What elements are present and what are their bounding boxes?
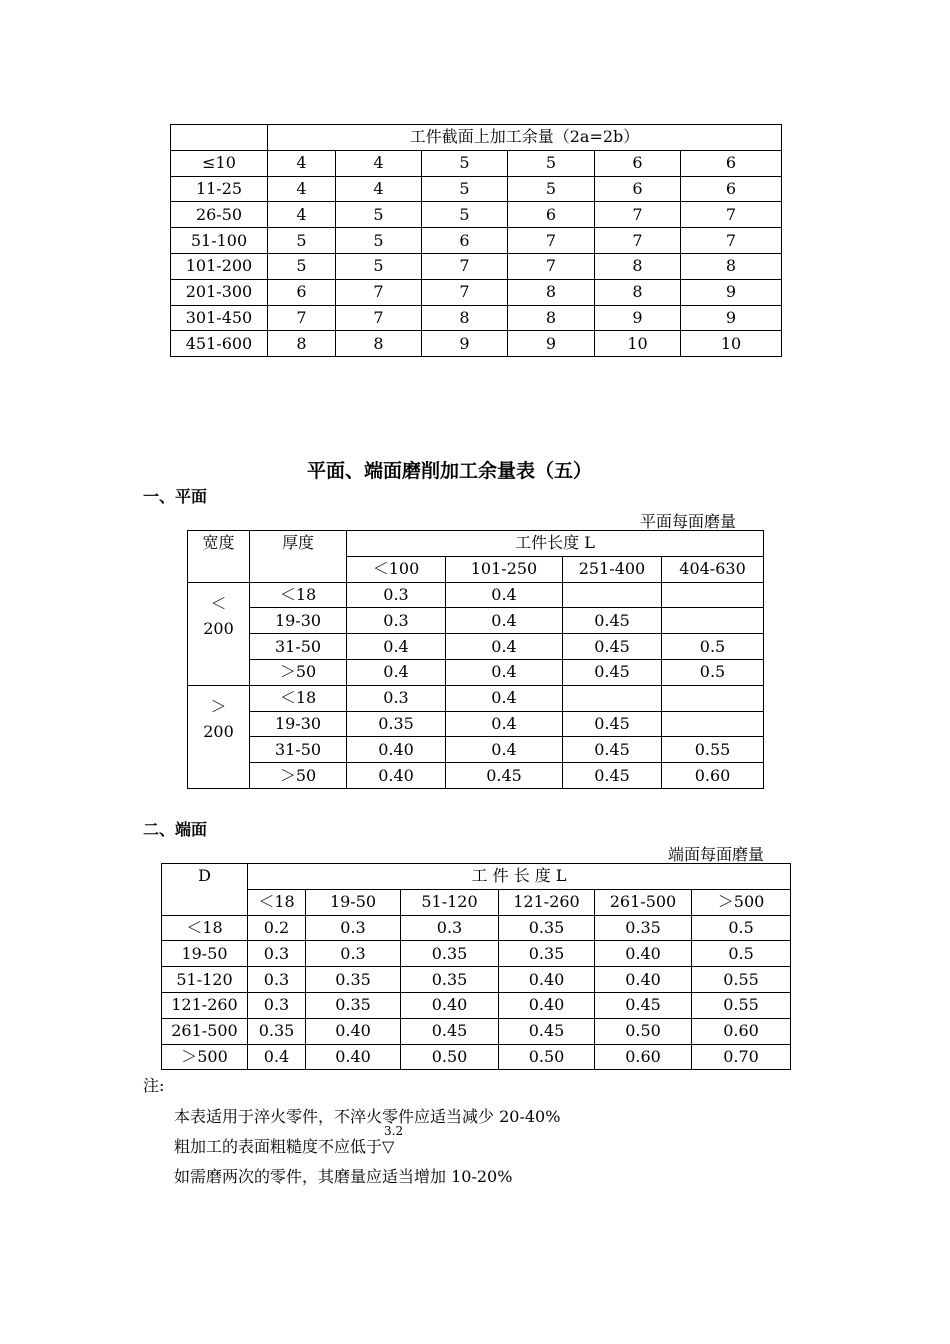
value-cell: 5 xyxy=(422,176,508,202)
value-cell: 0.5 xyxy=(662,659,764,685)
value-cell: 4 xyxy=(268,150,336,176)
table-row xyxy=(188,685,764,711)
value-cell: 5 xyxy=(268,253,336,279)
value-cell: 0.40 xyxy=(499,992,595,1018)
value-cell: 0.40 xyxy=(595,967,692,993)
value-cell: 0.5 xyxy=(692,915,791,941)
table-row xyxy=(188,763,764,789)
value-cell: 0.45 xyxy=(563,659,662,685)
roughness-value: 3.2 xyxy=(384,1124,404,1138)
section1-caption: 平面每面磨量 xyxy=(640,512,737,531)
thickness-cell: ＞50 xyxy=(250,659,347,685)
value-cell: 0.45 xyxy=(563,711,662,737)
value-cell: 5 xyxy=(422,202,508,228)
value-cell xyxy=(563,582,662,608)
value-cell: 0.50 xyxy=(595,1018,692,1044)
table-row xyxy=(171,253,782,279)
value-cell: 0.45 xyxy=(401,1018,499,1044)
length-col-header: 251-400 xyxy=(563,556,662,582)
width-symbol: ＜ xyxy=(210,593,227,613)
value-cell: 0.3 xyxy=(401,915,499,941)
table-row xyxy=(171,331,782,357)
value-cell: 5 xyxy=(508,176,595,202)
thickness-cell: ＜18 xyxy=(250,582,347,608)
diameter-cell: ＜18 xyxy=(162,915,248,941)
value-cell: 10 xyxy=(595,331,681,357)
diameter-cell: 51-120 xyxy=(162,967,248,993)
table-row xyxy=(188,659,764,685)
value-cell: 0.40 xyxy=(595,941,692,967)
value-cell: 5 xyxy=(508,150,595,176)
value-cell: 0.50 xyxy=(499,1044,595,1070)
length-col-header: 404-630 xyxy=(662,556,764,582)
table-row xyxy=(171,176,782,202)
value-cell xyxy=(563,685,662,711)
value-cell: 4 xyxy=(336,176,422,202)
value-cell: 7 xyxy=(681,228,782,254)
col-thickness-header: 厚度 xyxy=(250,531,347,583)
table-row xyxy=(162,1018,791,1044)
value-cell: 0.35 xyxy=(499,941,595,967)
table-row xyxy=(171,279,782,305)
value-cell: 0.3 xyxy=(306,941,401,967)
value-cell: 0.45 xyxy=(563,608,662,634)
note-line-2 xyxy=(174,1124,404,1157)
value-cell: 0.40 xyxy=(401,992,499,1018)
value-cell: 9 xyxy=(422,331,508,357)
row-label-cell: 301-450 xyxy=(171,305,268,331)
col-width-header: 宽度 xyxy=(188,531,250,583)
row-label-cell: 11-25 xyxy=(171,176,268,202)
value-cell: 5 xyxy=(268,228,336,254)
value-cell: 0.2 xyxy=(248,915,306,941)
value-cell: 8 xyxy=(336,331,422,357)
table-row xyxy=(188,582,764,608)
value-cell: 0.45 xyxy=(595,992,692,1018)
value-cell: 0.45 xyxy=(446,763,563,789)
length-col-header: ＜100 xyxy=(347,556,446,582)
value-cell: 0.5 xyxy=(692,941,791,967)
value-cell: 0.4 xyxy=(446,737,563,763)
thickness-cell: 19-30 xyxy=(250,608,347,634)
value-cell: 5 xyxy=(336,202,422,228)
value-cell: 6 xyxy=(595,176,681,202)
value-cell: 7 xyxy=(595,202,681,228)
value-cell: 0.4 xyxy=(347,634,446,660)
note-line-3: 如需磨两次的零件，其磨量应适当增加 10-20% xyxy=(174,1167,513,1186)
page-title: 平面、端面磨削加工余量表（五） xyxy=(307,460,593,482)
value-cell: 7 xyxy=(336,305,422,331)
value-cell: 0.50 xyxy=(401,1044,499,1070)
diameter-cell: 121-260 xyxy=(162,992,248,1018)
section2-caption: 端面每面磨量 xyxy=(668,845,765,864)
value-cell: 8 xyxy=(508,279,595,305)
thickness-cell: ＜18 xyxy=(250,685,347,711)
value-cell: 0.35 xyxy=(248,1018,306,1044)
value-cell: 6 xyxy=(508,202,595,228)
value-cell: 7 xyxy=(508,228,595,254)
col-d-header: D xyxy=(162,864,248,916)
value-cell: 7 xyxy=(268,305,336,331)
value-cell: 0.40 xyxy=(499,967,595,993)
roughness-symbol xyxy=(382,1124,404,1156)
value-cell: 0.40 xyxy=(306,1044,401,1070)
value-cell xyxy=(662,608,764,634)
row-label-cell: 201-300 xyxy=(171,279,268,305)
length-col-header: 19-50 xyxy=(306,889,401,915)
plane-grinding-table xyxy=(187,530,764,789)
table-row xyxy=(188,634,764,660)
value-cell: 0.3 xyxy=(306,915,401,941)
row-label-cell: ≤10 xyxy=(171,150,268,176)
value-cell: 0.70 xyxy=(692,1044,791,1070)
value-cell: 0.45 xyxy=(563,763,662,789)
table-row xyxy=(171,228,782,254)
value-cell: 0.35 xyxy=(347,711,446,737)
table-row xyxy=(162,967,791,993)
value-cell: 0.4 xyxy=(446,711,563,737)
value-cell: 0.60 xyxy=(692,1018,791,1044)
value-cell xyxy=(662,711,764,737)
value-cell: 4 xyxy=(336,150,422,176)
length-col-header: ＞500 xyxy=(692,889,791,915)
value-cell: 7 xyxy=(422,253,508,279)
diameter-cell: ＞500 xyxy=(162,1044,248,1070)
table-row xyxy=(162,915,791,941)
value-cell: 5 xyxy=(336,228,422,254)
table-row xyxy=(162,1044,791,1070)
row-label-cell: 451-600 xyxy=(171,331,268,357)
col-length-header-2: 工 件 长 度 L xyxy=(248,864,791,890)
value-cell: 0.3 xyxy=(347,685,446,711)
table-row xyxy=(188,711,764,737)
value-cell: 0.40 xyxy=(347,763,446,789)
value-cell: 0.3 xyxy=(347,582,446,608)
col-length-header: 工件长度 L xyxy=(347,531,764,557)
value-cell: 0.4 xyxy=(248,1044,306,1070)
diameter-cell: 261-500 xyxy=(162,1018,248,1044)
value-cell: 5 xyxy=(336,253,422,279)
value-cell: 0.55 xyxy=(662,737,764,763)
value-cell: 9 xyxy=(681,279,782,305)
thickness-cell: 31-50 xyxy=(250,737,347,763)
value-cell: 0.40 xyxy=(347,737,446,763)
value-cell: 7 xyxy=(336,279,422,305)
table1-corner-cell xyxy=(171,125,268,151)
width-group-cell xyxy=(188,582,250,685)
table-row xyxy=(162,941,791,967)
table-row xyxy=(188,608,764,634)
value-cell: 9 xyxy=(595,305,681,331)
value-cell: 0.4 xyxy=(446,659,563,685)
value-cell: 0.35 xyxy=(499,915,595,941)
length-col-header: 101-250 xyxy=(446,556,563,582)
end-face-grinding-table xyxy=(161,863,791,1070)
value-cell: 6 xyxy=(422,228,508,254)
value-cell: 10 xyxy=(681,331,782,357)
row-label-cell: 26-50 xyxy=(171,202,268,228)
value-cell: 0.3 xyxy=(347,608,446,634)
diameter-cell: 19-50 xyxy=(162,941,248,967)
value-cell: 9 xyxy=(681,305,782,331)
length-col-header: 261-500 xyxy=(595,889,692,915)
thickness-cell: 19-30 xyxy=(250,711,347,737)
width-symbol: ＞ xyxy=(210,696,227,716)
length-col-header: 121-260 xyxy=(499,889,595,915)
value-cell: 7 xyxy=(508,253,595,279)
row-label-cell: 51-100 xyxy=(171,228,268,254)
thickness-cell: 31-50 xyxy=(250,634,347,660)
table-row xyxy=(171,305,782,331)
value-cell: 0.60 xyxy=(595,1044,692,1070)
length-col-header: ＜18 xyxy=(248,889,306,915)
value-cell: 0.45 xyxy=(563,634,662,660)
value-cell: 8 xyxy=(508,305,595,331)
value-cell: 9 xyxy=(508,331,595,357)
value-cell: 7 xyxy=(422,279,508,305)
value-cell: 7 xyxy=(681,202,782,228)
value-cell: 0.4 xyxy=(446,582,563,608)
value-cell: 4 xyxy=(268,176,336,202)
value-cell: 6 xyxy=(268,279,336,305)
note-line-1: 本表适用于淬火零件，不淬火零件应适当减少 20-40% xyxy=(174,1107,561,1126)
width-value: 200 xyxy=(203,722,234,742)
note-line-2-text: 粗加工的表面粗糙度不应低于 xyxy=(174,1137,383,1156)
value-cell: 0.5 xyxy=(662,634,764,660)
value-cell: 0.35 xyxy=(595,915,692,941)
row-label-cell: 101-200 xyxy=(171,253,268,279)
value-cell: 0.60 xyxy=(662,763,764,789)
value-cell: 8 xyxy=(681,253,782,279)
allowance-table-1 xyxy=(170,124,782,357)
value-cell: 0.4 xyxy=(347,659,446,685)
value-cell: 0.35 xyxy=(306,992,401,1018)
table-row xyxy=(188,737,764,763)
value-cell: 0.4 xyxy=(446,634,563,660)
value-cell xyxy=(662,582,764,608)
table-row xyxy=(162,992,791,1018)
table1-header: 工件截面上加工余量（2a=2b） xyxy=(268,125,782,151)
value-cell: 6 xyxy=(595,150,681,176)
value-cell: 0.45 xyxy=(563,737,662,763)
width-value: 200 xyxy=(203,619,234,639)
value-cell: 8 xyxy=(595,253,681,279)
notes-label: 注: xyxy=(143,1076,165,1095)
value-cell: 5 xyxy=(422,150,508,176)
value-cell: 8 xyxy=(595,279,681,305)
value-cell: 0.35 xyxy=(401,967,499,993)
value-cell: 0.3 xyxy=(248,992,306,1018)
value-cell xyxy=(662,685,764,711)
thickness-cell: ＞50 xyxy=(250,763,347,789)
table-row xyxy=(171,150,782,176)
value-cell: 0.4 xyxy=(446,608,563,634)
roughness-triangle-icon: ▽ xyxy=(382,1137,395,1156)
value-cell: 0.45 xyxy=(499,1018,595,1044)
value-cell: 0.3 xyxy=(248,967,306,993)
value-cell: 0.55 xyxy=(692,967,791,993)
table-row xyxy=(171,202,782,228)
value-cell: 8 xyxy=(268,331,336,357)
section1-heading: 一、平面 xyxy=(143,487,208,506)
value-cell: 4 xyxy=(268,202,336,228)
width-group-cell xyxy=(188,685,250,788)
value-cell: 0.35 xyxy=(401,941,499,967)
section2-heading: 二、端面 xyxy=(143,820,208,839)
value-cell: 0.35 xyxy=(306,967,401,993)
value-cell: 0.55 xyxy=(692,992,791,1018)
value-cell: 6 xyxy=(681,176,782,202)
length-col-header: 51-120 xyxy=(401,889,499,915)
value-cell: 6 xyxy=(681,150,782,176)
value-cell: 7 xyxy=(595,228,681,254)
value-cell: 0.40 xyxy=(306,1018,401,1044)
value-cell: 0.4 xyxy=(446,685,563,711)
value-cell: 8 xyxy=(422,305,508,331)
value-cell: 0.3 xyxy=(248,941,306,967)
